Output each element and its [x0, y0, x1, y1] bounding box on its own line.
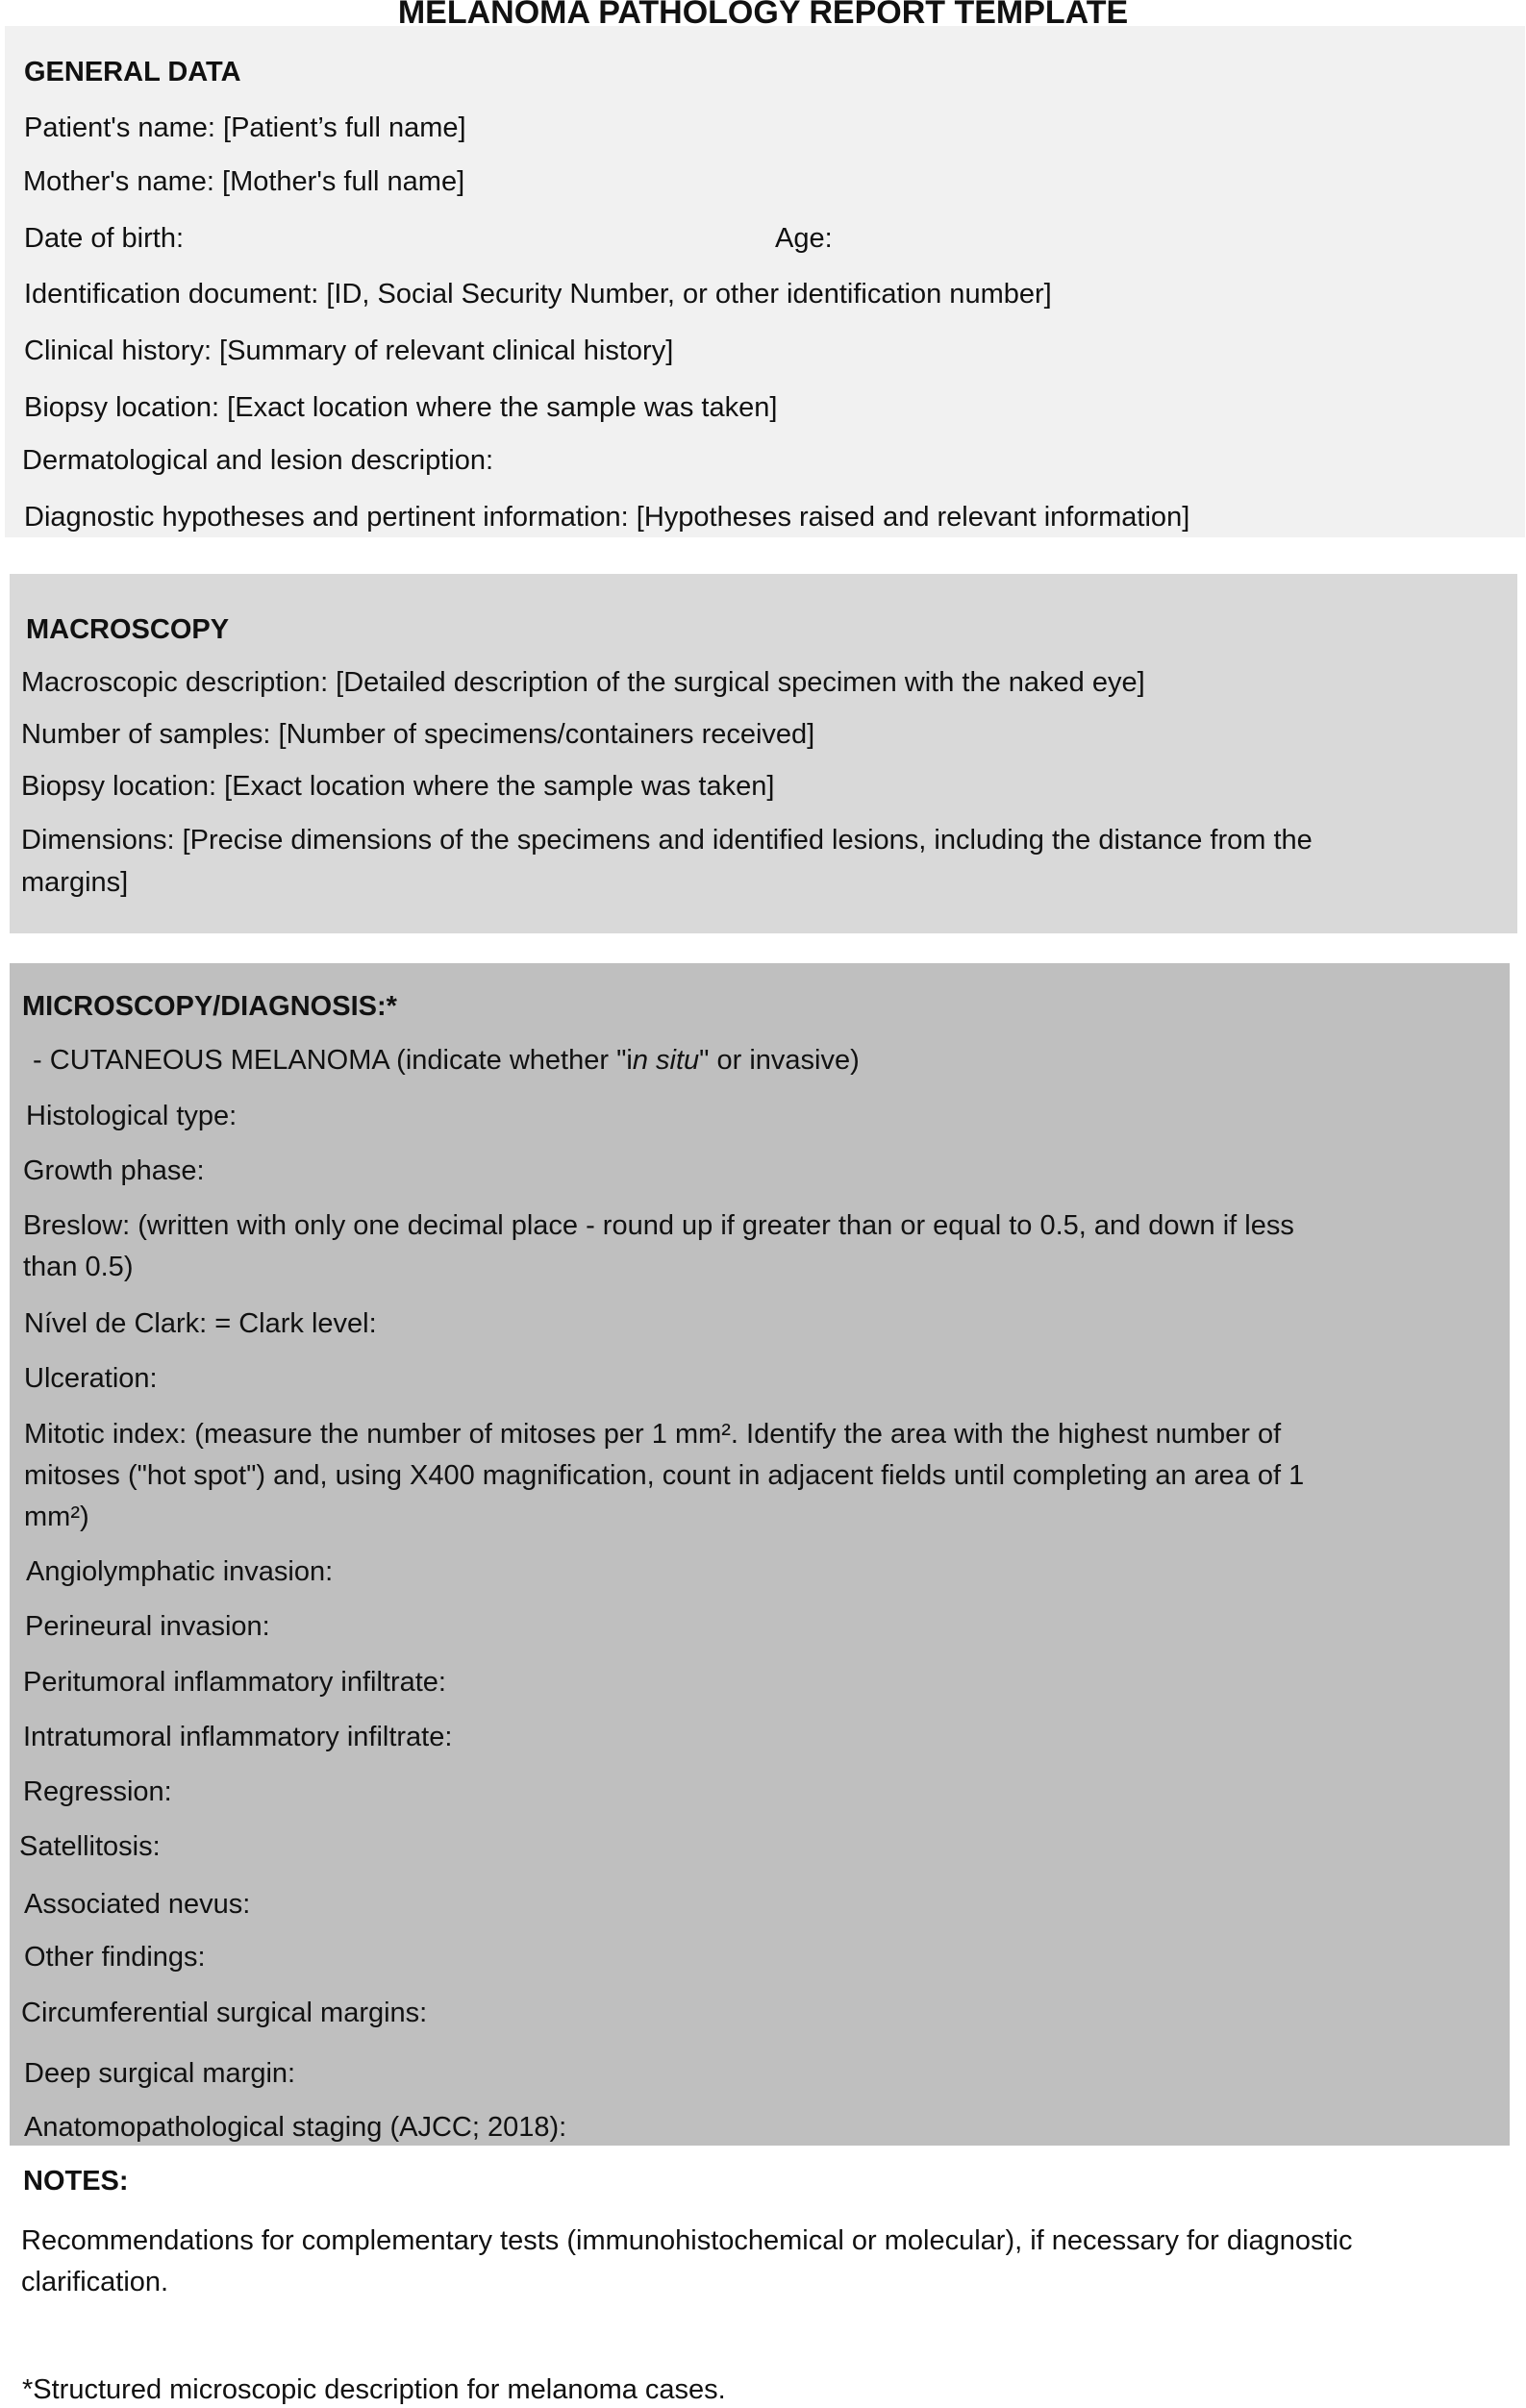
general-data-heading: GENERAL DATA [24, 57, 241, 87]
patient-name-field: Patient's name: [Patient’s full name] [24, 112, 466, 143]
dermatological-description-field: Dermatological and lesion description: [22, 445, 494, 476]
footnote: *Structured microscopic description for melanoma cases. [22, 2374, 726, 2405]
microscopy-panel [10, 963, 1510, 2146]
macroscopic-description-field: Macroscopic description: [Detailed description of the surgical specimen with the naked eye] [21, 667, 1145, 698]
other-findings-field: Other findings: [24, 1942, 206, 1973]
microscopy-heading: MICROSCOPY/DIAGNOSIS:* [22, 991, 397, 1022]
date-of-birth-field: Date of birth: [24, 223, 185, 254]
diagnostic-hypotheses-field: Diagnostic hypotheses and pertinent information: [Hypotheses raised and relevant information] [24, 502, 1190, 533]
ulceration-field: Ulceration: [24, 1363, 158, 1394]
mother-name-field: Mother's name: [Mother's full name] [23, 166, 465, 197]
melanoma-text-prefix: - CUTANEOUS MELANOMA (indicate whether "i [25, 1045, 633, 1076]
biopsy-location-field: Biopsy location: [Exact location where the sample was taken] [24, 392, 778, 423]
peritumoral-infiltrate-field: Peritumoral inflammatory infiltrate: [23, 1667, 446, 1698]
associated-nevus-field: Associated nevus: [24, 1889, 251, 1920]
melanoma-text-italic: n situ [632, 1045, 700, 1076]
breslow-field: Breslow: (written with only one decimal place - round up if greater than or equal to 0.5, and down if less than 0.5) [23, 1210, 1294, 1282]
intratumoral-infiltrate-field: Intratumoral inflammatory infiltrate: [23, 1722, 453, 1752]
clinical-history-field: Clinical history: [Summary of relevant clinical history] [24, 335, 674, 366]
identification-document-field: Identification document: [ID, Social Security Number, or other identification number] [24, 279, 1052, 310]
satellitosis-field: Satellitosis: [19, 1831, 161, 1862]
recommendations-text: Recommendations for complementary tests (immunohistochemical or molecular), if necessary for diagnostic clarification. [21, 2225, 1353, 2297]
cutaneous-melanoma-field [25, 1045, 860, 1077]
dimensions-field: Dimensions: [Precise dimensions of the specimens and identified lesions, including the distance from the margins] [21, 825, 1313, 898]
regression-field: Regression: [23, 1776, 172, 1807]
macro-biopsy-location-field: Biopsy location: [Exact location where the sample was taken] [21, 771, 775, 802]
melanoma-text-suffix: " or invasive) [699, 1045, 860, 1076]
clark-level-field: Nível de Clark: = Clark level: [24, 1308, 377, 1339]
angiolymphatic-invasion-field: Angiolymphatic invasion: [26, 1556, 334, 1587]
notes-heading: NOTES: [23, 2166, 129, 2197]
perineural-invasion-field: Perineural invasion: [25, 1611, 270, 1642]
deep-margin-field: Deep surgical margin: [24, 2058, 296, 2089]
page-title: MELANOMA PATHOLOGY REPORT TEMPLATE [397, 0, 1129, 31]
macroscopy-heading: MACROSCOPY [26, 614, 230, 645]
number-of-samples-field: Number of samples: [Number of specimens/containers received] [21, 719, 815, 750]
staging-field: Anatomopathological staging (AJCC; 2018): [24, 2112, 567, 2143]
growth-phase-field: Growth phase: [23, 1155, 205, 1186]
histological-type-field: Histological type: [26, 1101, 238, 1131]
circumferential-margins-field: Circumferential surgical margins: [21, 1998, 428, 2028]
mitotic-index-field: Mitotic index: (measure the number of mitoses per 1 mm². Identify the area with the highest number of mitoses ("hot spot") and, using X400 magnification, count in adjacent fields until completing an area of 1 mm²) [24, 1419, 1305, 1532]
age-field: Age: [775, 223, 833, 254]
